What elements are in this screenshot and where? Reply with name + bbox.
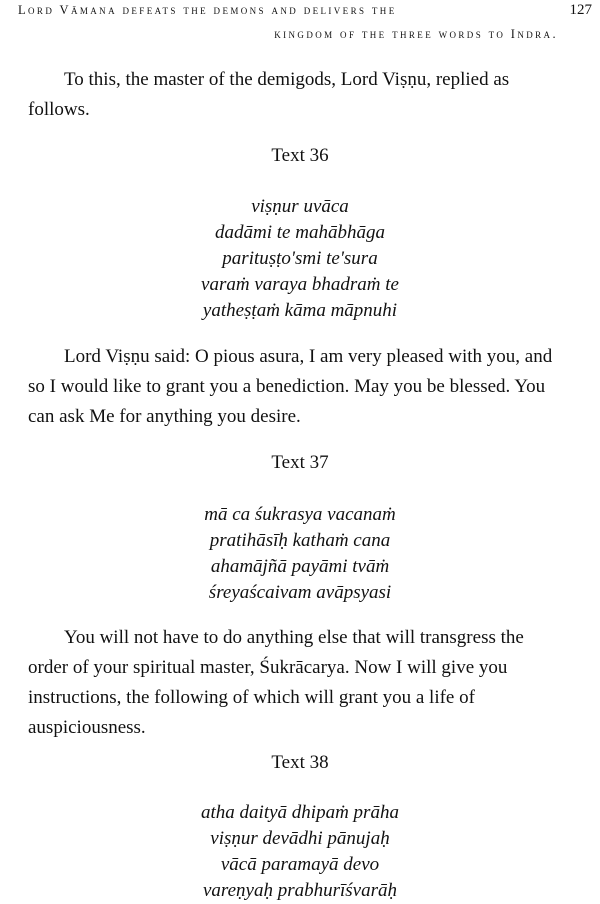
paragraph-intro: To this, the master of the demigods, Lord Viṣṇu, replied as follows. — [28, 69, 510, 120]
running-head-line-1: Lord Vāmana defeats the demons and delivers the — [18, 3, 397, 17]
verse-line: śreyaścaivam avāpsyasi — [208, 582, 392, 603]
verse-text-37 — [0, 502, 600, 606]
running-head-line-2: kingdom of the three words to Indra. — [274, 27, 558, 41]
text-heading-37: Text 37 — [271, 452, 329, 473]
text-heading-36: Text 36 — [271, 145, 329, 166]
verse-line: yatheṣṭaṁ kāma māpnuhi — [202, 300, 398, 321]
verse-line: mā ca śukrasya vacanaṁ — [204, 504, 396, 525]
verse-line: varaṁ varaya bhadraṁ te — [201, 274, 399, 295]
page-number: 127 — [569, 2, 592, 18]
running-header — [0, 0, 600, 50]
paragraph-translation-36: Lord Viṣṇu said: O pious asura, I am very pleased with you, and so I would like to grant you a benediction. May you be blessed. You can ask Me for anything you desire. — [28, 346, 553, 427]
verse-text-38 — [0, 800, 600, 904]
verse-line: ahamājñā payāmi tvāṁ — [210, 556, 390, 577]
verse-line: pratihāsīḥ kathaṁ cana — [209, 530, 391, 551]
verse-line: parituṣṭo'smi te'sura — [222, 248, 378, 269]
verse-line: vācā paramayā devo — [220, 854, 380, 875]
paragraph-translation-37: You will not have to do anything else that will transgress the order of your spiritual master, Śukrācarya. Now I will give you instructions, the following of which will grant you a life of auspiciousness. — [28, 627, 524, 738]
text-heading-38: Text 38 — [271, 752, 329, 773]
verse-line: viṣṇur uvāca — [251, 196, 349, 217]
verse-text-36 — [0, 194, 600, 324]
verse-line: vareṇyaḥ prabhurīśvarāḥ — [202, 880, 398, 901]
verse-line: dadāmi te mahābhāga — [215, 222, 385, 243]
verse-line: atha daityā dhipaṁ prāha — [201, 802, 399, 823]
verse-line: viṣṇur devādhi pānujaḥ — [210, 828, 390, 849]
